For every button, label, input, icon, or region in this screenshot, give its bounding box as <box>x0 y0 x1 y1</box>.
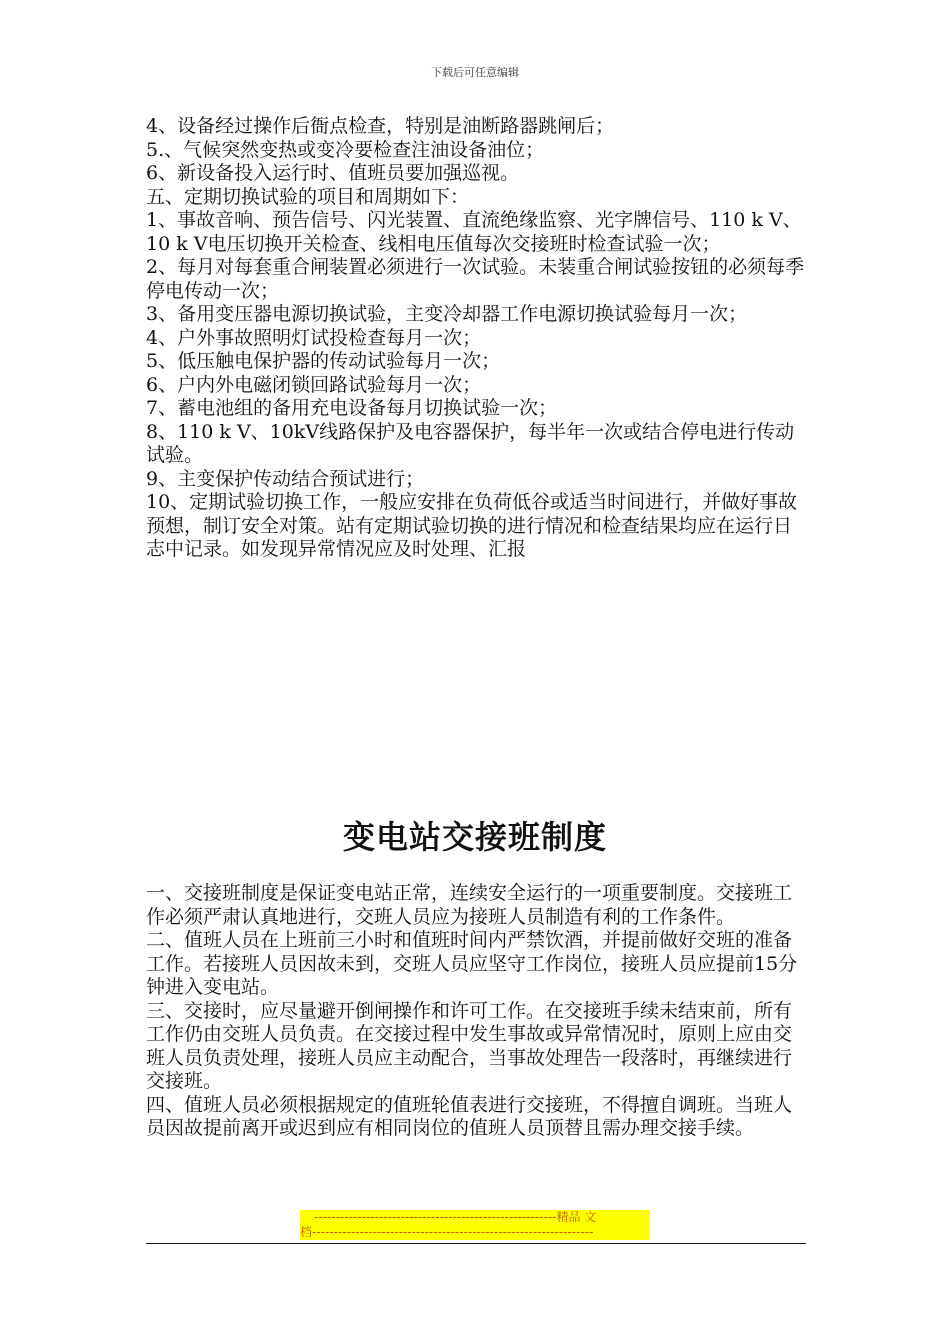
paragraph: 五、定期切换试验的项目和周期如下： <box>146 185 470 208</box>
paragraph: 2、每月对每套重合闸装置必须进行一次试验。未装重合闸试验按钮的必须每季停电传动一次； <box>146 256 805 302</box>
page-header: 下载后可任意编辑 <box>431 66 519 79</box>
paragraph: 4、户外事故照明灯试投检查每月一次； <box>146 326 482 349</box>
paragraph: 10、定期试验切换工作，一般应安排在负荷低谷或适当时间进行，并做好事故预想，制订安全对策。站有定期试验切换的进行情况和检查结果均应在运行日志中记录。如发现异常情况应及时处理、汇报 <box>146 491 798 560</box>
section-shift-handover <box>146 882 806 1141</box>
paragraph: 9、主变保护传动结合预试进行； <box>146 467 425 490</box>
footer-divider <box>146 1243 806 1244</box>
paragraph: 一、交接班制度是保证变电站正常，连续安全运行的一项重要制度。交接班工作必须严肃认真地进行，交班人员应为接班人员制造有利的工作条件。 <box>146 882 793 928</box>
document-title: 变电站交接班制度 <box>342 818 607 856</box>
paragraph: 3、备用变压器电源切换试验，主变冷却器工作电源切换试验每月一次； <box>146 303 748 325</box>
footer-watermark-line-1: --------------------------------------------------------精品 文 <box>300 1210 650 1225</box>
paragraph: 5、低压触电保护器的传动试验每月一次； <box>146 350 501 372</box>
paragraph: 6、新设备投入运行时、值班员要加强巡视。 <box>146 162 520 184</box>
section-periodic-tests <box>146 115 806 562</box>
paragraph: 6、户内外电磁闭锁回路试验每月一次； <box>146 373 482 396</box>
paragraph: 三、交接时，应尽量避开倒闸操作和许可工作。在交接班手续未结束前，所有工作仍由交班人员负责。在交接过程中发生事故或异常情况时，原则上应由交班人员负责处理，接班人员应主动配合，当事故处理告一段落时，再继续进行交接班。 <box>146 999 793 1092</box>
paragraph: 二、值班人员在上班前三小时和值班时间内严禁饮酒，并提前做好交班的准备工作。若接班人员因故未到，交班人员应坚守工作岗位，接班人员应提前15分钟进入变电站。 <box>146 929 798 998</box>
paragraph: 1、事故音响、预告信号、闪光装置、直流绝缘监察、光字牌信号、110 k V、10 k V电压切换开关检查、线相电压值每次交接班时检查试验一次； <box>146 209 802 255</box>
paragraph: 8、110 k V、10kV线路保护及电容器保护，每半年一次或结合停电进行传动试验。 <box>146 420 795 466</box>
paragraph: 5.、气候突然变热或变冷要检查注油设备油位； <box>146 138 545 161</box>
footer-watermark <box>300 1210 650 1240</box>
paragraph: 四、值班人员必须根据规定的值班轮值表进行交接班，不得擅自调班。当班人员因故提前离开或迟到应有相同岗位的值班人员顶替且需办理交接手续。 <box>146 1093 793 1139</box>
paragraph: 7、蓄电池组的备用充电设备每月切换试验一次； <box>146 397 558 419</box>
paragraph: 4、设备经过操作后衙点检查，特别是油断路器跳闸后； <box>146 115 615 137</box>
footer-watermark-line-2: 档----------------------------------------------------------------- <box>300 1225 650 1240</box>
